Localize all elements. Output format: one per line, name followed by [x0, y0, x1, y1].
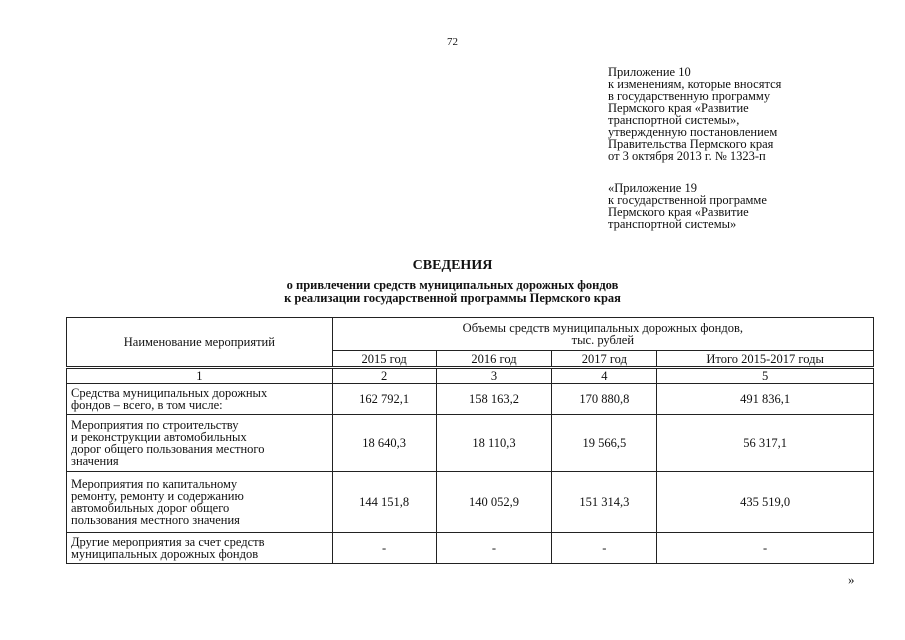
row-name-line: и реконструкции автомобильных [71, 430, 247, 444]
table-row [67, 472, 874, 533]
column-number-cell: 2 [332, 369, 436, 384]
value-cell: 491 836,1 [657, 384, 874, 415]
value-cell: 18 640,3 [332, 415, 436, 472]
value-cell: 158 163,2 [436, 384, 552, 415]
row-name-cell [67, 472, 333, 533]
header-volumes-line: тыс. рублей [571, 333, 635, 348]
row-name-line: дорог общего пользования местного [71, 442, 265, 456]
row-name-line: Мероприятия по строительству [71, 418, 239, 432]
page-number: 72 [447, 36, 458, 48]
header-volumes-line: Объемы средств муниципальных дорожных фондов, [462, 321, 744, 336]
document-subtitle [0, 279, 905, 305]
program-appendix-note [608, 182, 868, 230]
row-name-line: значения [71, 454, 119, 468]
value-cell: 140 052,9 [436, 472, 552, 533]
header-name-cell: Наименование мероприятий [67, 318, 333, 367]
row-name-cell [67, 384, 333, 415]
row-name-line: автомобильных дорог общего [71, 501, 230, 515]
program-appendix-note-line: «Приложение 19 [608, 181, 697, 195]
column-number-cell: 3 [436, 369, 552, 384]
program-appendix-note-line: к государственной программе [608, 193, 767, 207]
row-name-line: Средства муниципальных дорожных [71, 386, 268, 400]
row-name-cell [67, 415, 333, 472]
row-name-line: Другие мероприятия за счет средств [71, 535, 265, 549]
year-header-2016: 2016 год [436, 351, 552, 367]
value-cell: 170 880,8 [552, 384, 657, 415]
table-row [67, 415, 874, 472]
table-row [67, 384, 874, 415]
year-header-total: Итого 2015-2017 годы [657, 351, 874, 367]
row-name-line: муниципальных дорожных фондов [71, 547, 259, 561]
closing-quote: » [848, 572, 855, 587]
value-cell: - [436, 533, 552, 564]
value-cell: 56 317,1 [657, 415, 874, 472]
row-name-line: пользования местного значения [71, 513, 240, 527]
subtitle-line: о привлечении средств муниципальных дорожных фондов [286, 278, 619, 292]
value-cell: 435 519,0 [657, 472, 874, 533]
appendix-note-line: в государственную программу [608, 89, 771, 103]
value-cell: - [332, 533, 436, 564]
value-cell: 162 792,1 [332, 384, 436, 415]
appendix-note-line: утвержденную постановлением [608, 125, 778, 139]
column-number-cell: 4 [552, 369, 657, 384]
appendix-note-line: Правительства Пермского края [608, 137, 774, 151]
program-appendix-note-line: Пермского края «Развитие [608, 205, 749, 219]
value-cell: 151 314,3 [552, 472, 657, 533]
value-cell: 18 110,3 [436, 415, 552, 472]
row-name-line: ремонту, ремонту и содержанию [71, 489, 244, 503]
appendix-note-line: транспортной системы», [608, 113, 740, 127]
document-title: СВЕДЕНИЯ [412, 258, 493, 273]
year-header-2017: 2017 год [552, 351, 657, 367]
table-header-row [67, 318, 874, 351]
value-cell: 19 566,5 [552, 415, 657, 472]
row-name-line: Мероприятия по капитальному [71, 477, 238, 491]
header-volumes-cell [332, 318, 873, 351]
value-cell: - [552, 533, 657, 564]
column-number-cell: 5 [657, 369, 874, 384]
value-cell: - [657, 533, 874, 564]
appendix-note [608, 66, 868, 162]
row-name-cell [67, 533, 333, 564]
appendix-note-line: от 3 октября 2013 г. № 1323-п [608, 149, 766, 163]
value-cell: 144 151,8 [332, 472, 436, 533]
table-row [67, 533, 874, 564]
program-appendix-note-line: транспортной системы» [608, 217, 737, 231]
appendix-note-line: к изменениям, которые вносятся [608, 77, 782, 91]
funds-table [66, 317, 874, 564]
column-number-cell: 1 [67, 369, 333, 384]
table-column-number-row [67, 369, 874, 384]
subtitle-line: к реализации государственной программы Пермского края [284, 291, 621, 305]
year-header-2015: 2015 год [332, 351, 436, 367]
row-name-line: фондов – всего, в том числе: [71, 398, 223, 412]
appendix-note-line: Приложение 10 [608, 65, 691, 79]
appendix-note-line: Пермского края «Развитие [608, 101, 749, 115]
